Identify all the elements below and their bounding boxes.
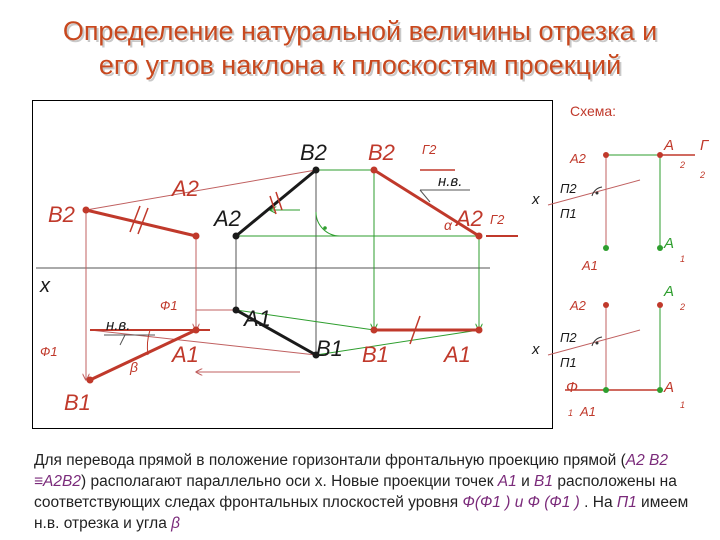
label-b1-orig: B1 xyxy=(316,336,343,361)
scheme-bottom-a1p: A xyxy=(664,379,675,396)
label-a2-left: A2 xyxy=(172,176,199,201)
caption-text-3: и xyxy=(516,473,535,490)
scheme-bottom-a1p-sub: 1 xyxy=(680,400,686,410)
caption-math-4: Ф(Ф1 ) и Ф (Ф1 ) xyxy=(462,494,580,511)
label-b2-right: B2 xyxy=(368,140,395,165)
segment-a2b2-original xyxy=(236,170,316,236)
caption-math-5: П1 xyxy=(616,494,637,511)
transfer-line xyxy=(86,170,316,210)
scheme-bottom-p1: П1 xyxy=(560,355,577,370)
title-line-2: его углов наклона к плоскостям проекций xyxy=(98,50,622,80)
label-gamma2-right: Г2 xyxy=(490,212,505,227)
scheme-top-p1: П1 xyxy=(560,206,577,221)
scheme-bottom-a2p-sub: 2 xyxy=(680,302,686,312)
label-phi1-left: Ф1 xyxy=(40,344,58,359)
scheme-top-a2p-sub: 2 xyxy=(680,160,686,170)
label-a1-left: A1 xyxy=(172,342,199,367)
scheme-top-p2: П2 xyxy=(560,181,577,196)
caption-math-6: β xyxy=(171,515,181,532)
label-gamma2-top: Г2 xyxy=(422,142,437,157)
scheme-top-x: x xyxy=(532,191,540,208)
right-angle-dot xyxy=(323,226,327,230)
scheme-heading: Схема: xyxy=(570,103,617,119)
label-a1-orig: A1 xyxy=(244,306,271,331)
label-a1-right: A1 xyxy=(444,342,471,367)
scheme-top-a2: A2 xyxy=(570,151,586,166)
segment-b2a2-left xyxy=(86,210,196,236)
caption-math-2: A1 xyxy=(497,473,517,490)
caption-math-1: A2 B2 ≡A2B2 xyxy=(34,452,669,490)
title-line-1: Определение натуральной величины отрезка и xyxy=(62,16,658,46)
label-b2-orig: B2 xyxy=(300,140,327,165)
label-beta: β xyxy=(130,359,138,375)
label-nv-top: н.в. xyxy=(438,173,463,190)
caption-paragraph xyxy=(34,450,714,534)
scheme-bottom-a2p: A xyxy=(664,283,675,300)
scheme-top-a1p-sub: 1 xyxy=(680,254,686,264)
scheme-top-a1: A1 xyxy=(582,258,598,273)
right-angle-marker xyxy=(316,212,340,236)
caption-text-6: имеем н.в. отрезка и угла xyxy=(34,494,689,532)
scheme-top-gamma: Г xyxy=(700,137,709,154)
caption-text-5: . На xyxy=(579,494,617,511)
scheme-top-a1p: A xyxy=(664,235,675,252)
label-a2-right: A2 xyxy=(456,206,483,231)
scheme-bottom-p2: П2 xyxy=(560,330,577,345)
scheme-top-a2p: A xyxy=(664,137,675,154)
x-axis-label: x xyxy=(40,275,50,297)
scheme-bottom-phi: Ф xyxy=(566,379,578,396)
scheme-bottom-phi-sub: 1 xyxy=(568,408,574,418)
caption-math-3: B1 xyxy=(534,473,554,490)
label-phi1-mid: Ф1 xyxy=(160,298,178,313)
label-b1-right: B1 xyxy=(362,342,389,367)
label-a2-orig: A2 xyxy=(214,206,241,231)
label-nv-left: н.в. xyxy=(106,317,131,334)
label-b2-left: B2 xyxy=(48,202,75,227)
scheme-bottom-a1: A1 xyxy=(580,404,596,419)
scheme-top-gamma-sub: 2 xyxy=(700,170,706,180)
scheme-bottom-x: x xyxy=(532,341,540,358)
caption-text-1: Для перевода прямой в положение горизонтали фронтальную проекцию прямой ( xyxy=(34,452,626,469)
scheme-bottom-a2: A2 xyxy=(570,298,586,313)
label-alpha: α xyxy=(444,217,452,233)
caption-text-4: расположены на соответствующих следах фронтальных плоскостей уровня xyxy=(34,473,677,511)
caption-text-2: ) располагают параллельно оси х. Новые проекции точек xyxy=(80,473,498,490)
label-b1-left: B1 xyxy=(64,390,91,415)
nv-leader-left-diag xyxy=(120,335,125,345)
